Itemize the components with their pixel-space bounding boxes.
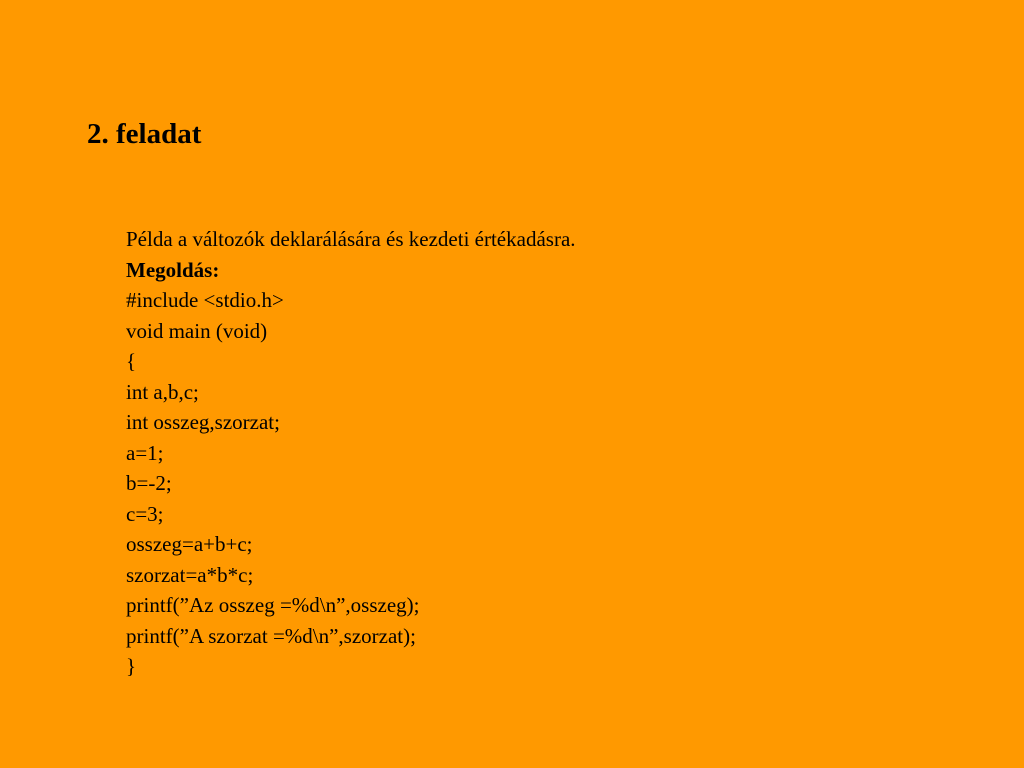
- code-line: printf(”A szorzat =%d\n”,szorzat);: [126, 623, 416, 648]
- code-line: szorzat=a*b*c;: [126, 562, 254, 587]
- code-line: #include <stdio.h>: [126, 288, 284, 312]
- code-line: osszeg=a+b+c;: [126, 532, 253, 556]
- solution-label: Megoldás:: [126, 257, 220, 282]
- slide-body: [126, 224, 576, 682]
- code-line: {: [126, 349, 137, 373]
- intro-text: Példa a változók deklarálására és kezdeti értékadásra.: [126, 227, 576, 251]
- code-line: }: [126, 654, 137, 678]
- code-line: printf(”Az osszeg =%d\n”,osszeg);: [126, 593, 420, 617]
- code-line: a=1;: [126, 440, 164, 465]
- code-line: void main (void): [126, 318, 268, 343]
- code-line: int osszeg,szorzat;: [126, 410, 280, 434]
- slide-title: 2. feladat: [87, 118, 202, 150]
- code-line: c=3;: [126, 501, 164, 526]
- code-line: b=-2;: [126, 471, 172, 495]
- code-line: int a,b,c;: [126, 379, 199, 404]
